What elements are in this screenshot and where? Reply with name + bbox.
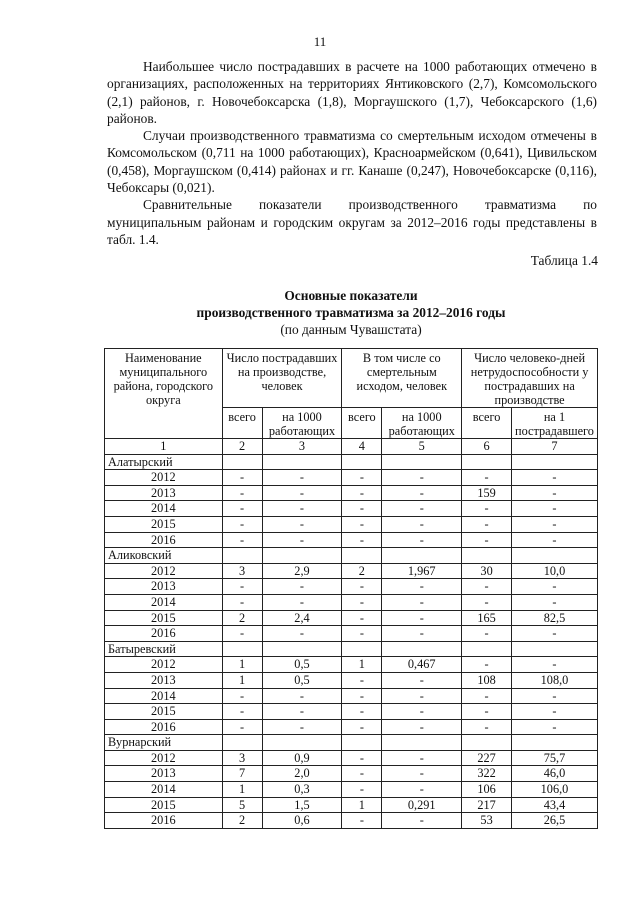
- subheader-total: всего: [342, 408, 382, 439]
- table-row: [105, 672, 598, 688]
- table-cell: -: [382, 594, 462, 610]
- table-cell: -: [462, 516, 512, 532]
- empty-cell: [511, 735, 597, 751]
- year-cell: 2015: [105, 704, 223, 720]
- column-number: 3: [262, 439, 342, 455]
- table-cell: -: [342, 782, 382, 798]
- table-source: (по данным Чувашстата): [280, 322, 422, 337]
- table-cell: -: [262, 579, 342, 595]
- table-row: [105, 782, 598, 798]
- table-cell: 10,0: [511, 563, 597, 579]
- table-cell: 75,7: [511, 750, 597, 766]
- year-cell: 2013: [105, 766, 223, 782]
- year-cell: 2016: [105, 626, 223, 642]
- table-cell: -: [382, 579, 462, 595]
- table-cell: 165: [462, 610, 512, 626]
- subheader-total: всего: [222, 408, 262, 439]
- table-cell: -: [382, 688, 462, 704]
- table-cell: -: [382, 813, 462, 829]
- year-cell: 2012: [105, 657, 223, 673]
- table-cell: 1: [222, 782, 262, 798]
- table-cell: 7: [222, 766, 262, 782]
- empty-cell: [222, 735, 262, 751]
- table-cell: -: [222, 719, 262, 735]
- table-cell: -: [462, 626, 512, 642]
- table-cell: -: [382, 516, 462, 532]
- table-cell: -: [462, 470, 512, 486]
- year-cell: 2012: [105, 563, 223, 579]
- table-cell: -: [342, 688, 382, 704]
- district-name: Аликовский: [105, 548, 223, 564]
- year-cell: 2014: [105, 688, 223, 704]
- table-cell: -: [382, 672, 462, 688]
- year-cell: 2013: [105, 485, 223, 501]
- table-cell: -: [462, 719, 512, 735]
- table-row: [105, 719, 598, 735]
- table-cell: -: [342, 516, 382, 532]
- table-cell: -: [462, 532, 512, 548]
- district-name: Алатырский: [105, 454, 223, 470]
- table-row: [105, 813, 598, 829]
- table-cell: -: [511, 719, 597, 735]
- table-cell: -: [382, 766, 462, 782]
- year-cell: 2015: [105, 516, 223, 532]
- column-number: 4: [342, 439, 382, 455]
- empty-cell: [382, 454, 462, 470]
- table-row: [105, 563, 598, 579]
- table-body: [105, 454, 598, 828]
- table-row: [105, 610, 598, 626]
- table-cell: -: [262, 719, 342, 735]
- table-cell: -: [262, 470, 342, 486]
- table-cell: -: [511, 532, 597, 548]
- table-cell: 43,4: [511, 797, 597, 813]
- table-cell: -: [342, 594, 382, 610]
- table-cell: -: [222, 501, 262, 517]
- table-cell: 106,0: [511, 782, 597, 798]
- empty-cell: [342, 548, 382, 564]
- table-cell: 2: [222, 610, 262, 626]
- empty-cell: [462, 735, 512, 751]
- table-cell: 0,6: [262, 813, 342, 829]
- empty-cell: [462, 641, 512, 657]
- year-cell: 2016: [105, 719, 223, 735]
- injury-table: [104, 348, 598, 829]
- empty-cell: [511, 454, 597, 470]
- table-cell: 1,967: [382, 563, 462, 579]
- table-cell: -: [462, 704, 512, 720]
- table-cell: -: [342, 704, 382, 720]
- table-cell: 1: [342, 657, 382, 673]
- table-cell: -: [222, 688, 262, 704]
- year-cell: 2012: [105, 470, 223, 486]
- page-number: 11: [313, 34, 327, 49]
- year-cell: 2014: [105, 501, 223, 517]
- year-cell: 2014: [105, 594, 223, 610]
- year-cell: 2013: [105, 579, 223, 595]
- table-cell: -: [342, 719, 382, 735]
- table-cell: 217: [462, 797, 512, 813]
- table-cell: -: [382, 532, 462, 548]
- table-cell: -: [222, 485, 262, 501]
- table-cell: 106: [462, 782, 512, 798]
- subheader-per1000: на 1000 работающих: [382, 408, 462, 439]
- table-cell: -: [342, 626, 382, 642]
- table-cell: -: [511, 470, 597, 486]
- district-row: [105, 548, 598, 564]
- empty-cell: [511, 641, 597, 657]
- table-title-line2: производственного травматизма за 2012–2016 годы: [196, 305, 506, 320]
- table-cell: 0,467: [382, 657, 462, 673]
- table-cell: -: [511, 704, 597, 720]
- table-cell: -: [222, 704, 262, 720]
- table-row: [105, 501, 598, 517]
- table-cell: -: [262, 516, 342, 532]
- table-cell: -: [382, 750, 462, 766]
- table-cell: 1,5: [262, 797, 342, 813]
- district-row: [105, 735, 598, 751]
- paragraph: Сравнительные показатели производственного травматизма по муниципальным районам и городским округам за 2012–2016 годы представлены в табл. 1.4.: [107, 197, 597, 247]
- table-cell: 1: [222, 672, 262, 688]
- table-cell: -: [511, 626, 597, 642]
- table-cell: -: [342, 610, 382, 626]
- column-number: 2: [222, 439, 262, 455]
- table-cell: -: [462, 579, 512, 595]
- year-cell: 2015: [105, 610, 223, 626]
- table-row: [105, 532, 598, 548]
- table-cell: -: [511, 579, 597, 595]
- table-cell: -: [262, 704, 342, 720]
- table-title-line1: Основные показатели: [284, 288, 418, 303]
- empty-cell: [222, 641, 262, 657]
- table-cell: 0,291: [382, 797, 462, 813]
- empty-cell: [511, 548, 597, 564]
- empty-cell: [342, 641, 382, 657]
- column-number: 7: [511, 439, 597, 455]
- empty-cell: [382, 641, 462, 657]
- empty-cell: [382, 548, 462, 564]
- year-cell: 2015: [105, 797, 223, 813]
- table-row: [105, 579, 598, 595]
- table-cell: 0,9: [262, 750, 342, 766]
- table-cell: 1: [222, 657, 262, 673]
- table-cell: 108: [462, 672, 512, 688]
- table-cell: 1: [342, 797, 382, 813]
- district-row: [105, 454, 598, 470]
- table-cell: -: [342, 672, 382, 688]
- table-cell: -: [462, 594, 512, 610]
- table-row: [105, 485, 598, 501]
- paragraph: Случаи производственного травматизма со смертельным исходом отмечены в Комсомольском (0,711 на 1000 работающих), Красноармейском (0,641), Цивильском (0,458), Моргаушском (0,414) районах и гг. Канаше (0,247), Новочебоксарске (0,116), Чебоксары (0,021).: [107, 128, 597, 196]
- year-cell: 2016: [105, 813, 223, 829]
- empty-cell: [222, 454, 262, 470]
- table-cell: -: [222, 532, 262, 548]
- table-cell: 26,5: [511, 813, 597, 829]
- table-cell: -: [511, 485, 597, 501]
- table-cell: 227: [462, 750, 512, 766]
- district-name: Батыревский: [105, 641, 223, 657]
- table-row: [105, 594, 598, 610]
- table-cell: -: [262, 688, 342, 704]
- table-cell: 5: [222, 797, 262, 813]
- table-cell: 3: [222, 563, 262, 579]
- table-cell: -: [342, 813, 382, 829]
- table-cell: -: [262, 594, 342, 610]
- table-cell: 46,0: [511, 766, 597, 782]
- table-cell: -: [262, 626, 342, 642]
- empty-cell: [462, 548, 512, 564]
- paragraph: Наибольшее число пострадавших в расчете на 1000 работающих отмечено в организациях, расположенных на территориях Янтиковского (2,7), Комсомольского (2,1) районов, г. Новочебоксарска (1,8), Моргаушского (1,7), Чебоксарского (1,6) районов.: [107, 59, 597, 126]
- table-cell: -: [382, 470, 462, 486]
- table-cell: -: [342, 579, 382, 595]
- table-cell: 2: [342, 563, 382, 579]
- table-cell: 3: [222, 750, 262, 766]
- table-cell: 0,5: [262, 657, 342, 673]
- subheader-per-victim: на 1 пострадавшего: [511, 408, 597, 439]
- district-name: Вурнарский: [105, 735, 223, 751]
- table-cell: 82,5: [511, 610, 597, 626]
- header-fatal: В том числе со смертельным исходом, человек: [342, 349, 462, 408]
- table-cell: 2,4: [262, 610, 342, 626]
- column-number: 6: [462, 439, 512, 455]
- subheader-total: всего: [462, 408, 512, 439]
- table-cell: -: [342, 470, 382, 486]
- table-cell: -: [382, 485, 462, 501]
- table-cell: 0,3: [262, 782, 342, 798]
- empty-cell: [382, 735, 462, 751]
- empty-cell: [222, 548, 262, 564]
- table-cell: -: [342, 501, 382, 517]
- table-cell: 2: [222, 813, 262, 829]
- body-text: [107, 58, 597, 248]
- table-row: [105, 750, 598, 766]
- header-district: Наименование муниципального района, городского округа: [105, 349, 223, 439]
- year-cell: 2012: [105, 750, 223, 766]
- table-cell: 2,0: [262, 766, 342, 782]
- table-cell: -: [262, 501, 342, 517]
- table-cell: -: [342, 532, 382, 548]
- column-number: 1: [105, 439, 223, 455]
- table-cell: -: [262, 485, 342, 501]
- header-disability-days: Число человеко-дней нетрудоспособности у пострадавших на производстве: [462, 349, 598, 408]
- table-cell: -: [382, 704, 462, 720]
- subheader-per1000: на 1000 работающих: [262, 408, 342, 439]
- table-cell: -: [342, 766, 382, 782]
- empty-cell: [262, 454, 342, 470]
- table-cell: 0,5: [262, 672, 342, 688]
- column-number: 5: [382, 439, 462, 455]
- table-cell: -: [222, 516, 262, 532]
- table-cell: -: [382, 501, 462, 517]
- table-cell: -: [382, 610, 462, 626]
- table-cell: -: [382, 782, 462, 798]
- table-row: [105, 516, 598, 532]
- table-cell: 53: [462, 813, 512, 829]
- year-cell: 2014: [105, 782, 223, 798]
- table-cell: -: [511, 688, 597, 704]
- year-cell: 2013: [105, 672, 223, 688]
- table-cell: 108,0: [511, 672, 597, 688]
- table-row: [105, 626, 598, 642]
- table-cell: 2,9: [262, 563, 342, 579]
- table-row: [105, 766, 598, 782]
- table-cell: 322: [462, 766, 512, 782]
- table-cell: -: [462, 688, 512, 704]
- year-cell: 2016: [105, 532, 223, 548]
- table-row: [105, 704, 598, 720]
- table-cell: -: [462, 501, 512, 517]
- table-label: Таблица 1.4: [530, 253, 598, 268]
- empty-cell: [262, 735, 342, 751]
- table-row: [105, 688, 598, 704]
- column-numbers-row: [105, 439, 598, 455]
- table-cell: -: [222, 594, 262, 610]
- table-cell: 30: [462, 563, 512, 579]
- table-cell: -: [511, 516, 597, 532]
- table-row: [105, 470, 598, 486]
- table-cell: -: [382, 626, 462, 642]
- table-cell: -: [511, 594, 597, 610]
- table-cell: -: [382, 719, 462, 735]
- table-cell: -: [222, 579, 262, 595]
- header-victims: Число пострадавших на производстве, человек: [222, 349, 342, 408]
- empty-cell: [342, 454, 382, 470]
- empty-cell: [262, 548, 342, 564]
- table-cell: -: [511, 657, 597, 673]
- table-row: [105, 797, 598, 813]
- table-cell: -: [222, 626, 262, 642]
- empty-cell: [342, 735, 382, 751]
- table-title: [104, 287, 598, 338]
- table-cell: 159: [462, 485, 512, 501]
- table-cell: -: [511, 501, 597, 517]
- table-row: [105, 657, 598, 673]
- district-row: [105, 641, 598, 657]
- empty-cell: [462, 454, 512, 470]
- table-cell: -: [342, 485, 382, 501]
- table-cell: -: [462, 657, 512, 673]
- table-cell: -: [222, 470, 262, 486]
- empty-cell: [262, 641, 342, 657]
- table-cell: -: [262, 532, 342, 548]
- table-cell: -: [342, 750, 382, 766]
